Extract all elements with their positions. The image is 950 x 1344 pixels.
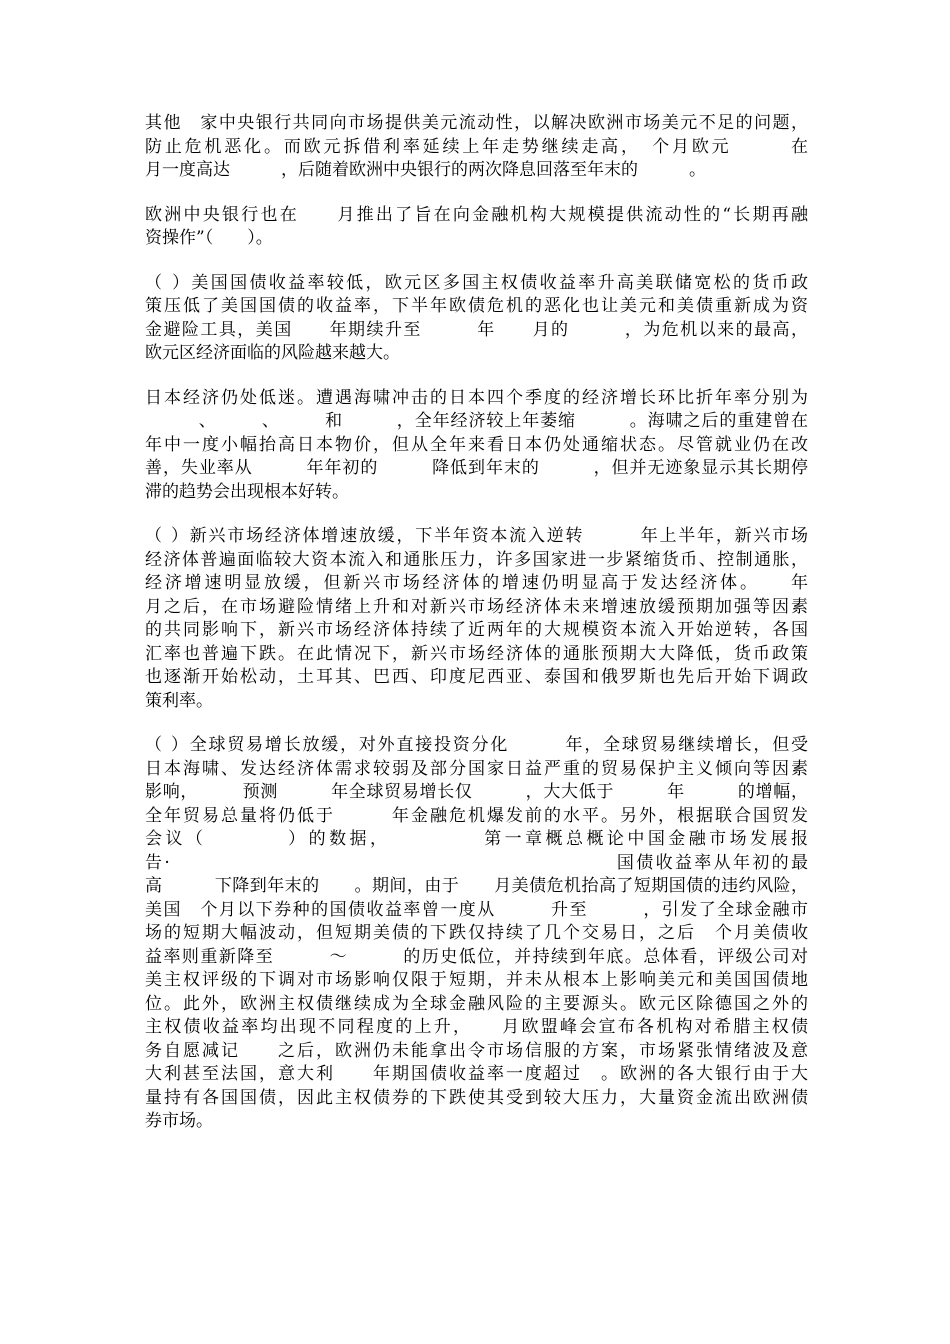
text-line: 告· 国债收益率从年初的最 [145,852,808,873]
text-line: 日本经济仍处低迷。遭遇海啸冲击的日本四个季度的经济增长环比折年率分别为 [145,387,808,408]
text-line: 场的短期大幅波动，但短期美债的下跌仅持续了几个交易日，之后 个月美债收 [145,923,808,943]
text-line: （ ）美国国债收益率较低，欧元区多国主权债收益率升高美联储宽松的货币政 [145,272,808,293]
text-line: （ ）全球贸易增长放缓，对外直接投资分化 年，全球贸易继续增长，但受 [145,735,808,755]
text-line: 大利甚至法国，意大利 年期国债收益率一度超过 。欧洲的各大银行由于大 [145,1064,808,1084]
text-line: 美主权评级的下调对市场影响仅限于短期，并未从根本上影响美元和美国国债地 [145,970,808,990]
text-line: 主权债收益率均出现不同程度的上升， 月欧盟峰会宣布各机构对希腊主权债 [145,1017,808,1037]
text-line: 年中一度小幅抬高日本物价，但从全年来看日本仍处通缩状态。尽管就业仍在改 [145,434,808,455]
text-line: 欧洲中央银行也在 月推出了旨在向金融机构大规模提供流动性的“长期再融 [145,204,808,225]
text-line: 其他 家中央银行共同向市场提供美元流动性，以解决欧洲市场美元不足的问题， [145,113,808,133]
paragraph [145,204,808,251]
text-line: 券市场。 [145,1111,213,1131]
text-line: 量持有各国国债，因此主权债券的下跌使其受到较大压力，大量资金流出欧洲债 [145,1087,808,1108]
text-line: 欧元区经济面临的风险越来越大。 [145,343,400,363]
text-line: 也逐渐开始松动，土耳其、巴西、印度尼西亚、泰国和俄罗斯也先后开始下调政 [145,667,808,687]
text-line: 位。此外，欧洲主权债继续成为全球金融风险的主要源头。欧元区除德国之外的 [145,993,808,1014]
text-line: 资操作”（ ）。 [145,228,273,248]
text-line: 金避险工具，美国 年期续升至 年 月的 ，为危机以来的最高， [145,319,808,340]
text-line: 、 、 和 ，全年经济较上年萎缩 。海啸之后的重建曾在 [145,411,808,431]
text-line: 影响， 预测 年全球贸易增长仅 ，大大低于 年 的增幅， [145,782,808,802]
text-line: 务自愿减记 之后，欧洲仍未能拿出令市场信服的方案，市场紧张情绪波及意 [145,1040,808,1061]
text-line: 月之后，在市场避险情绪上升和对新兴市场经济体未来增速放缓预期加强等因素 [145,596,808,617]
text-line: 全年贸易总量将仍低于 年金融危机爆发前的水平。另外，根据联合国贸发 [145,805,808,826]
text-line: 高 下降到年末的 。期间，由于 月美债危机抬高了短期国债的违约风险， [145,876,808,896]
paragraph [145,734,808,1134]
text-line: 滞的趋势会出现根本好转。 [145,481,349,502]
text-line: 善，失业率从 年年初的 降低到年末的 ，但并无迹象显示其长期停 [145,458,808,478]
text-line: 策压低了美国国债的收益率，下半年欧债危机的恶化也让美元和美债重新成为资 [145,296,808,316]
paragraph [145,525,808,713]
text-line: 策利率。 [145,690,213,711]
document-body [145,112,808,1154]
paragraph [145,387,808,505]
text-line: 经济增速明显放缓，但新兴市场经济体的增速仍明显高于发达经济体。 年 [145,573,808,593]
text-line: （ ）新兴市场经济体增速放缓，下半年资本流入逆转 年上半年，新兴市场 [145,526,808,546]
text-line: 月一度高达 ，后随着欧洲中央银行的两次降息回落至年末的 。 [145,160,706,180]
text-line: 防止危机恶化。而欧元拆借利率延续上年走势继续走高， 个月欧元 在 [145,136,808,157]
text-line: 汇率也普遍下跌。在此情况下，新兴市场经济体的通胀预期大大降低，货币政策 [145,643,808,664]
text-line: 的共同影响下，新兴市场经济体持续了近两年的大规模资本流入开始逆转，各国 [145,620,808,640]
paragraph [145,272,808,366]
paragraph [145,112,808,183]
text-line: 经济体普遍面临较大资本流入和通胀压力，许多国家进一步紧缩货币、控制通胀， [145,549,808,570]
text-line: 益率则重新降至 ～ 的历史低位，并持续到年底。总体看，评级公司对 [145,946,808,967]
text-line: 会议（ ）的数据， 第一章概总概论中国金融市场发展报 [145,829,808,849]
text-line: 日本海啸、发达经济体需求较弱及部分国家日益严重的贸易保护主义倾向等因素 [145,758,808,779]
text-line: 美国 个月以下券种的国债收益率曾一度从 升至 ，引发了全球金融市 [145,899,808,920]
